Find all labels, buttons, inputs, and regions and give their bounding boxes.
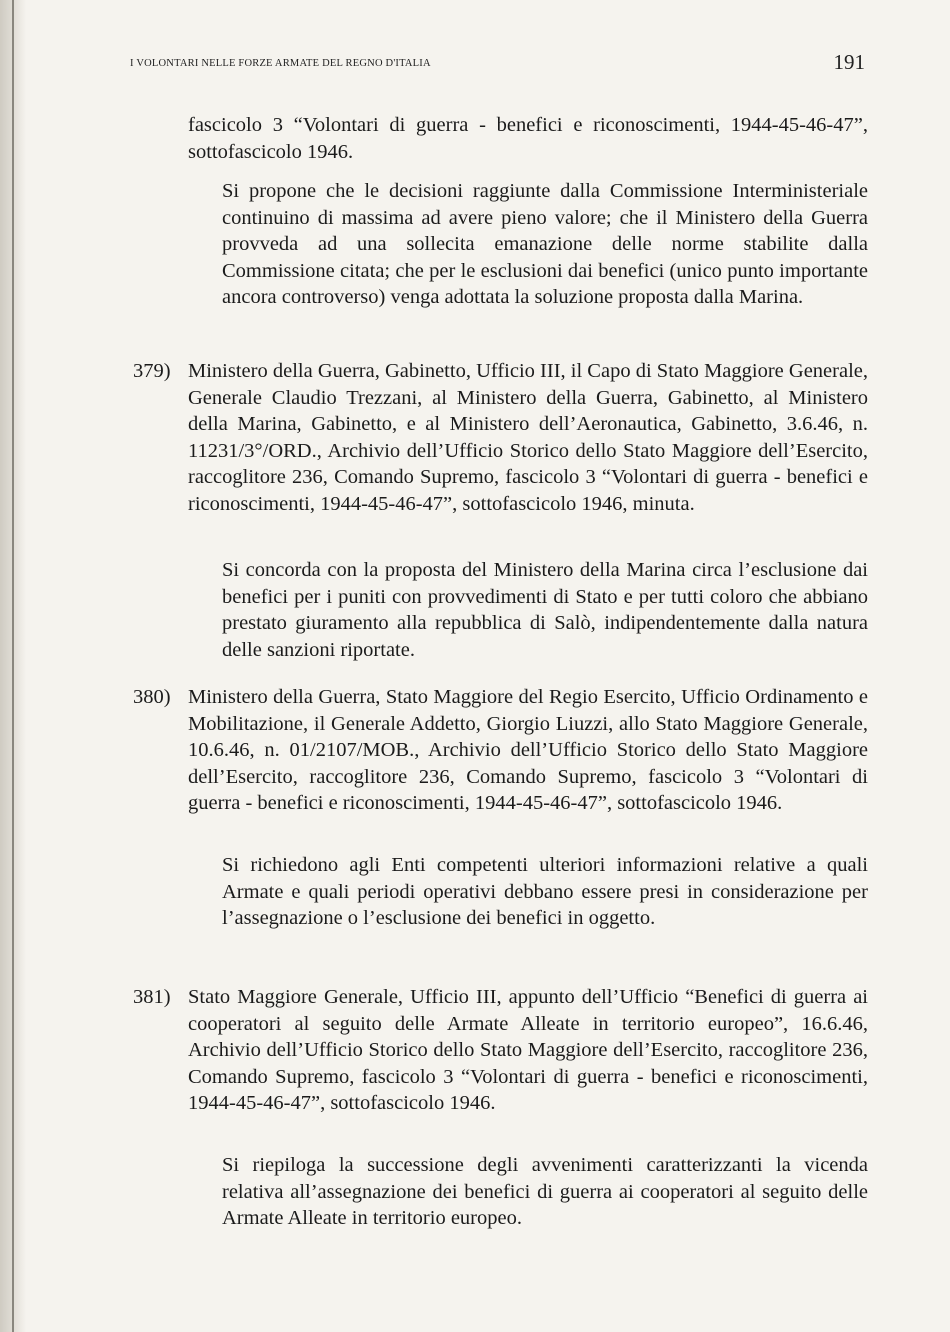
entry-text-379: Ministero della Guerra, Gabinetto, Ufficio III, il Capo di Stato Maggiore Generale, Generale Claudio Trezzani, al Ministero della Guerra, Gabinetto, al Ministero della Marina, Gabinetto, e al Ministero dell’Aeronautica, Gabinetto, 3.6.46, n. 11231/3°/ORD., Archivio dell’Ufficio Storico dello Stato Maggiore dell’Esercito, raccoglitore 236, Comando Supremo, fascicolo 3 “Volontari di guerra - benefici e riconoscimenti, 1944-45-46-47”, sottofascicolo 1946, minuta. <box>188 360 868 515</box>
entry-text-380: Ministero della Guerra, Stato Maggiore del Regio Esercito, Ufficio Ordinamento e Mobilitazione, il Generale Addetto, Giorgio Liuzzi, allo Stato Maggiore Generale, 10.6.46, n. 01/2107/MOB., Archivio dell’Ufficio Storico dello Stato Maggiore dell’Esercito, raccoglitore 236, Comando Supremo, fascicolo 3 “Volontari di guerra - benefici e riconoscimenti, 1944-45-46-47”, sottofascicolo 1946. <box>188 686 868 815</box>
entry-summary-381: Si riepiloga la successione degli avvenimenti caratterizzanti la vicenda relativa all’assegnazione dei benefici di guerra ai cooperatori al seguito delle Armate Alleate in territorio europeo. <box>222 1154 868 1230</box>
intro-summary: Si propone che le decisioni raggiunte dalla Commissione Interministeriale continuino di massima ad avere pieno valore; che il Ministero della Guerra provveda ad una sollecita emanazione delle norme stabilite dalla Commissione citata; che per le esclusioni dai benefici (unico punto importante ancora controverso) venga adottata la soluzione proposta dalla Marina. <box>222 180 868 309</box>
running-title: I VOLONTARI NELLE FORZE ARMATE DEL REGNO D'ITALIA <box>130 58 431 69</box>
entry-number-380: 380) <box>133 686 171 708</box>
intro-continuation-text: fascicolo 3 “Volontari di guerra - benefici e riconoscimenti, 1944-45-46-47”, sottofascicolo 1946. <box>188 114 868 163</box>
page-header <box>130 50 865 80</box>
binding-edge-line <box>12 0 14 1332</box>
page-number: 191 <box>833 50 865 74</box>
entry-summary-379: Si concorda con la proposta del Ministero della Marina circa l’esclusione dai benefici per i puniti con provvedimenti di Stato e per tutti coloro che abbiano prestato giuramento alla repubblica di Salò, indipendentemente dalla natura delle sanzioni riportate. <box>222 559 868 661</box>
entry-number-381: 381) <box>133 986 171 1008</box>
entry-summary-380: Si richiedono agli Enti competenti ulteriori informazioni relative a quali Armate e quali periodi operativi debbano essere presi in considerazione per l’assegnazione o l’esclusione dei benefici in oggetto. <box>222 854 868 930</box>
entry-number-379: 379) <box>133 360 171 382</box>
entry-text-381: Stato Maggiore Generale, Ufficio III, appunto dell’Ufficio “Benefici di guerra ai cooperatori al seguito delle Armate Alleate in territorio europeo”, 16.6.46, Archivio dell’Ufficio Storico dello Stato Maggiore dell’Esercito, raccoglitore 236, Comando Supremo, fascicolo 3 “Volontari di guerra - benefici e riconoscimenti, 1944-45-46-47”, sottofascicolo 1946. <box>188 986 868 1115</box>
